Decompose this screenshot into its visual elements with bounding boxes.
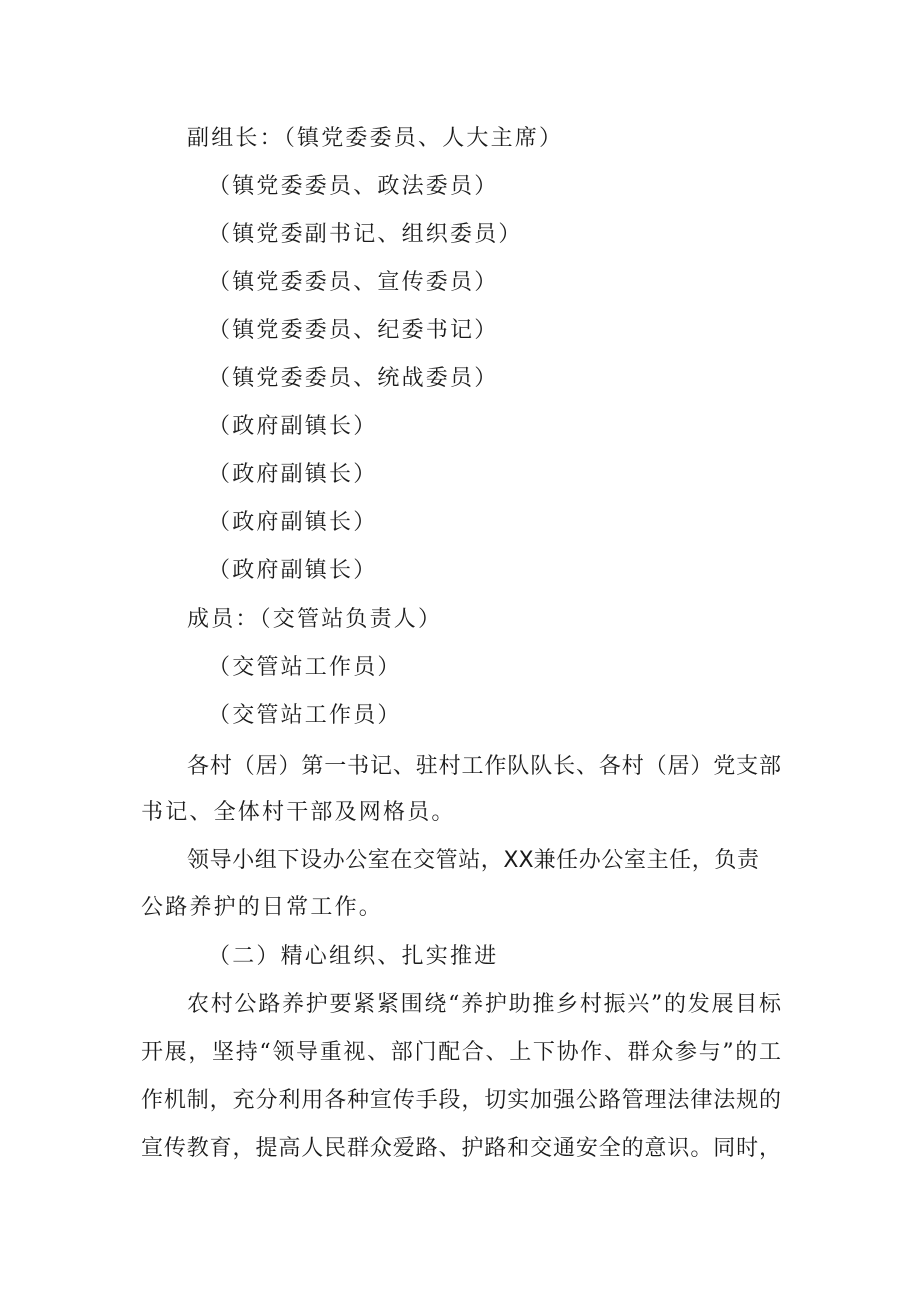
section-body-line-3: 作机制，充分利用各种宣传手段，切实加强公路管理法律法规的 <box>141 1088 781 1113</box>
village-staff-line-1: 各村（居）第一书记、驻村工作队队长、各村（居）党支部 <box>187 754 781 779</box>
deputy-role-line: （镇党委委员、政法委员） <box>208 174 499 199</box>
deputy-leader-label: 副组长： <box>187 126 284 151</box>
deputy-role-line: （镇党委副书记、组织委员） <box>208 222 523 247</box>
office-text-c: 兼任办公室主任，负责 <box>533 848 760 873</box>
member-role-line: （交管站工作员） <box>208 703 402 728</box>
section-body-line-2: 开展，坚持“领导重视、部门配合、上下协作、群众参与”的工 <box>141 1040 781 1065</box>
deputy-role-line: （镇党委委员、宣传委员） <box>208 270 499 295</box>
deputy-role-line: （镇党委委员、纪委书记） <box>208 318 499 343</box>
section-body-line-4: 宣传教育，提高人民群众爱路、护路和交通安全的意识。同时， <box>141 1136 781 1161</box>
village-staff-line-2: 书记、全体村干部及网格员。 <box>141 800 456 825</box>
section-heading: （二）精心组织、扎实推进 <box>208 944 499 969</box>
deputy-role-line: （镇党委委员、统战委员） <box>208 366 499 391</box>
members-label: 成员： <box>187 607 260 632</box>
members-role: （交管站负责人） <box>259 607 443 632</box>
deputy-role-line: （政府副镇长） <box>208 414 378 439</box>
office-text-a: 领导小组下设办公室在交管站， <box>187 848 504 873</box>
deputy-leader-line <box>187 124 563 154</box>
office-line-1 <box>187 846 760 876</box>
office-person-placeholder: XX <box>503 848 534 873</box>
deputy-leader-role: （镇党委委员、人大主席） <box>283 126 564 151</box>
member-role-line: （交管站工作员） <box>208 655 402 680</box>
deputy-role-line: （政府副镇长） <box>208 558 378 583</box>
office-line-2: 公路养护的日常工作。 <box>141 895 384 920</box>
deputy-role-line: （政府副镇长） <box>208 510 378 535</box>
deputy-role-line: （政府副镇长） <box>208 462 378 487</box>
members-line <box>187 605 442 635</box>
section-body-line-1: 农村公路养护要紧紧围绕“养护助推乡村振兴”的发展目标 <box>187 992 781 1017</box>
